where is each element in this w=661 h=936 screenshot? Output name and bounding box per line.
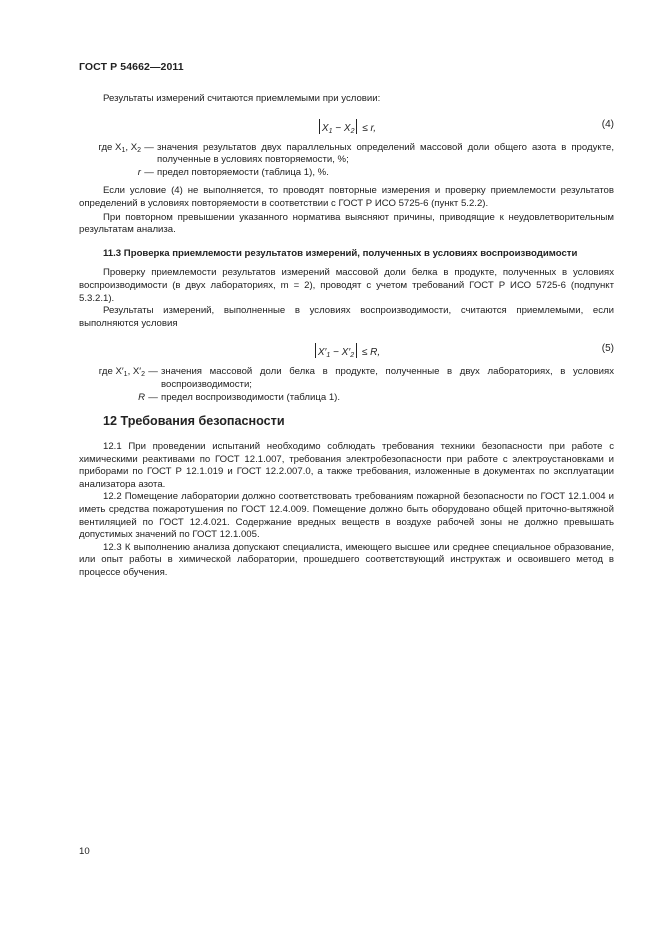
formula-5-expression: $X'_1 - X'_2 \le R$, xyxy=(79,343,614,363)
formula-4-definitions xyxy=(79,142,614,180)
paragraph-12-3: 12.3 К выполнению анализа допускают специалиста, имеющего высшее или среднее специальное образование, или опыт работы в химической лаборатории, прошедшего соответствующий инструктаж и освоившего метод в процессе обучения. xyxy=(79,541,614,579)
formula-5-number: (5) xyxy=(601,343,614,355)
definition-text: значения массовой доли белка в продукте, полученные в двух лабораториях, в условиях воспроизводимости; xyxy=(161,366,614,390)
definition-symbol: r xyxy=(137,166,141,178)
formula-4-expression: $X_1 - X_2 \le r$, xyxy=(79,119,614,139)
definition-symbol: где $X'_1$, $X'_2$ xyxy=(98,366,145,379)
definition-symbol: R xyxy=(138,391,145,403)
definition-x1prime-x2prime: где $X'_1$, $X'_2$ — значения массовой доли белка в продукте, полученные в двух лабораториях, в условиях воспроизводимости; xyxy=(79,366,614,391)
abs-bar-right xyxy=(356,343,357,358)
document-header: ГОСТ Р 54662—2011 xyxy=(79,61,184,73)
abs-bar-right xyxy=(356,119,357,134)
definition-R: R — предел воспроизводимости (таблица 1). xyxy=(79,392,614,405)
definition-x1-x2: где $X_1$, $X_2$ — значения результатов двух параллельных определений массовой доли общего азота в продукте, полученные в условиях повторяемости, %; xyxy=(79,142,614,167)
paragraph-repeat-check: Если условие (4) не выполняется, то проводят повторные измерения и проверку приемлемости результатов определений в условиях повторяемости в соответствии с ГОСТ Р ИСО 5725-6 (пункт 5.2.2). xyxy=(79,185,614,209)
subsection-heading-11-3: 11.3 Проверка приемлемости результатов измерений, полученных в условиях воспроизводимости xyxy=(103,247,578,259)
formula-4 xyxy=(79,117,614,135)
paragraph-12-2: 12.2 Помещение лаборатории должно соответствовать требованиям пожарной безопасности по ГОСТ 12.1.004 и иметь средства пожаротушения по ГОСТ 12.4.009. Помещение должно быть оборудовано общей приточно-вытяжной вентиляцией по ГОСТ 12.4.021. Содержание вредных веществ в воздухе рабочей зоны не должно превышать допустимых значений по ГОСТ 12.1.005. xyxy=(79,491,614,541)
paragraph-repeat-excess: При повторном превышении указанного норматива выясняют причины, приводящие к неудовлетворительным результатам анализа. xyxy=(79,211,614,236)
page-number: 10 xyxy=(79,846,90,857)
abs-bar-left xyxy=(319,119,320,134)
formula-4-number: (4) xyxy=(601,118,614,130)
paragraph-12-1: 12.1 При проведении испытаний необходимо соблюдать требования техники безопасности при работе с химическими реактивами по ГОСТ 12.1.007, требования электробезопасности при работе с электроустановками и приборами по ГОСТ Р 12.1.019 и ГОСТ 12.2.007.0, а также требования, изложенные в документах по эксплуатации анализатора азота. xyxy=(79,441,614,490)
document-body xyxy=(79,93,614,580)
formula-5-definitions xyxy=(79,366,614,404)
formula-5 xyxy=(79,341,614,359)
definition-r: r — предел повторяемости (таблица 1), %. xyxy=(79,167,614,180)
section-heading-12: 12 Требования безопасности xyxy=(103,414,285,429)
paragraph-reproducibility-check: Проверку приемлемости результатов измерений массовой доли белка в продукте, полученных в условиях воспроизводимости (в двух лабораториях, m = 2), проводят с учетом требований ГОСТ Р ИСО 5725-6 (подпункт 5.3.2.1). xyxy=(79,267,614,304)
definition-symbol: где $X_1$, $X_2$ xyxy=(98,141,141,154)
definition-text: предел воспроизводимости (таблица 1). xyxy=(161,391,341,403)
definition-text: предел повторяемости (таблица 1), %. xyxy=(157,166,329,178)
paragraph-reproducibility-condition: Результаты измерений, выполненные в условиях воспроизводимости, считаются приемлемыми, если выполняются условия xyxy=(79,305,614,329)
definition-text: значения результатов двух параллельных определений массовой доли общего азота в продукте, полученные в условиях повторяемости, %; xyxy=(157,141,614,166)
paragraph-acceptance-condition: Результаты измерений считаются приемлемыми при условии: xyxy=(103,93,381,104)
abs-bar-left xyxy=(315,343,316,358)
